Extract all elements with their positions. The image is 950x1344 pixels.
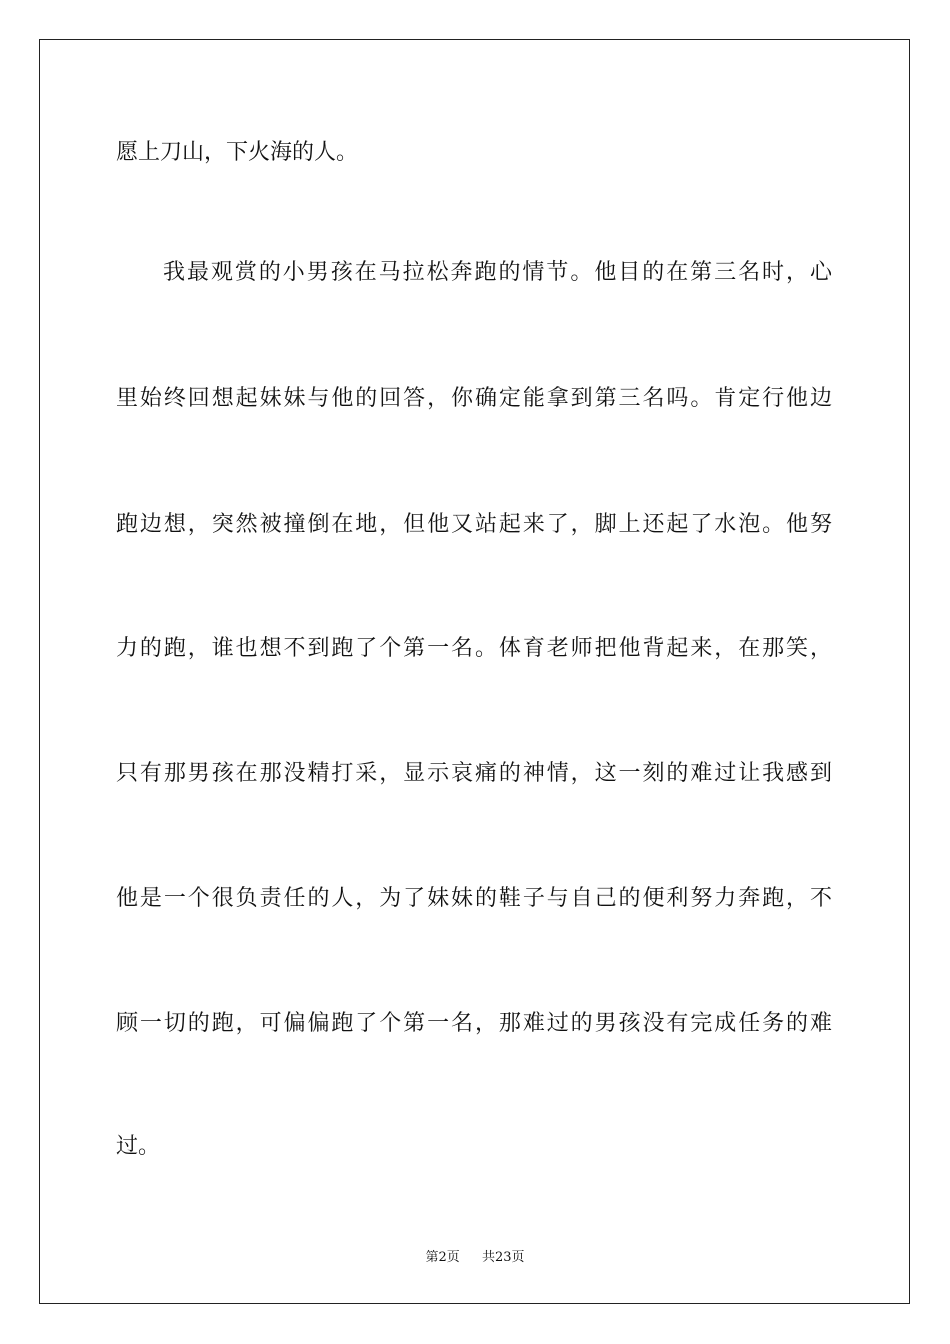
text-line: 顾一切的跑，可偏偏跑了个第一名，那难过的男孩没有完成任务的难 [116,1011,832,1036]
page-footer [0,1246,950,1265]
text-line: 跑边想，突然被撞倒在地，但他又站起来了，脚上还起了水泡。他努 [116,512,832,537]
text-line: 里始终回想起妹妹与他的回答，你确定能拿到第三名吗。肯定行他边 [116,386,832,411]
page-border [39,39,910,1304]
page-number: 第2页 [425,1250,460,1265]
text-line: 我最观赏的小男孩在马拉松奔跑的情节。他目的在第三名时，心 [163,260,832,285]
text-line: 力的跑，谁也想不到跑了个第一名。体育老师把他背起来，在那笑， [116,636,832,661]
total-pages: 共23页 [482,1250,525,1265]
text-line: 愿上刀山，下火海的人。 [116,140,359,165]
text-line: 只有那男孩在那没精打采，显示哀痛的神情，这一刻的难过让我感到 [116,761,832,786]
text-line: 他是一个很负责任的人，为了妹妹的鞋子与自己的便利努力奔跑，不 [116,886,832,911]
text-line: 过。 [116,1134,161,1159]
